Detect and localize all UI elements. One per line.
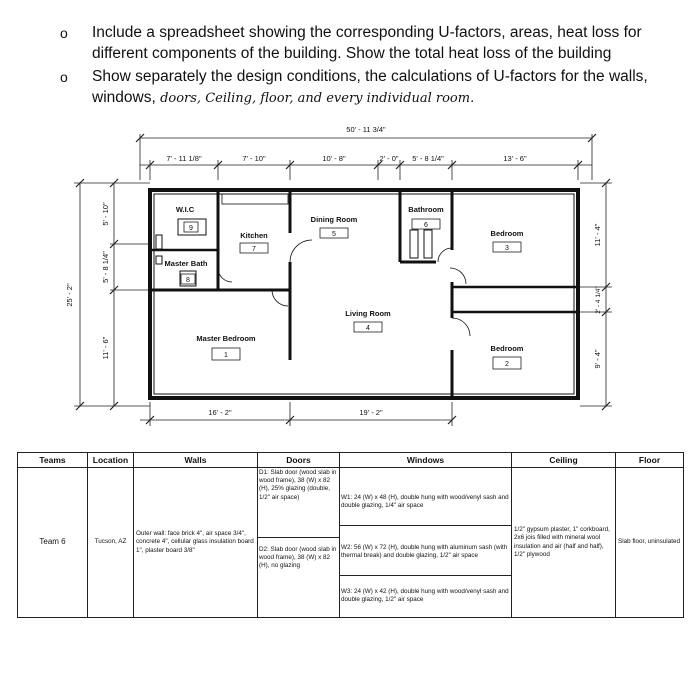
dim-left: 5' - 8 1/4" [101, 251, 110, 283]
col-header: Doors [258, 453, 340, 468]
walls-cell: Outer wall: face brick 4", air space 3/4", concrete 4", cellular glass insulation board 1", plaster board 3/8" [134, 468, 258, 618]
col-header: Location [88, 453, 134, 468]
dim-top: 7' - 10" [242, 154, 266, 163]
dim-left: 5' - 10" [101, 202, 110, 226]
room-number: 6 [424, 222, 428, 229]
location-cell: Tucson, AZ [88, 468, 134, 618]
window-w2: W2: 56 (W) x 72 (H), double hung with aluminum sash (with thermal break) and double glazing, 1/2" air space [340, 526, 511, 576]
instructions [60, 22, 690, 111]
dim-top: 10' - 8" [322, 154, 346, 163]
instruction-text: Include a spreadsheet showing the corresponding U-factors, areas, heat loss for different components of the building. Show the total heat loss of the building [92, 24, 642, 62]
room-number-boxes [181, 219, 521, 369]
instruction-bullet [60, 22, 690, 64]
window-w3: W3: 24 (W) x 42 (H), double hung with wood/venyl sash and double glazing, 1/2" air space [341, 588, 509, 604]
dimension-lines [74, 134, 612, 426]
room-number: 2 [505, 361, 509, 368]
dim-top: 2' - 0" [379, 154, 399, 163]
room-label: Bathroom [408, 205, 444, 214]
dim-top: 5' - 8 1/4" [412, 154, 444, 163]
table-header-row [18, 453, 684, 468]
dim-overall-width: 50' - 11 3/4" [346, 125, 386, 134]
dim-bottom: 16' - 2" [208, 408, 232, 417]
dim-bottom: 19' - 2" [359, 408, 383, 417]
door-d2: D2: Slab door (wood slab in wood frame), 38 (W) x 82 (H), no glazing [259, 546, 337, 570]
col-header: Floor [616, 453, 684, 468]
room-number: 7 [252, 246, 256, 253]
dim-top: 13' - 6" [503, 154, 527, 163]
instruction-bullet [60, 66, 690, 109]
floor-cell: Slab floor, uninsulated [616, 468, 684, 618]
dim-right: 2' - 4 1/4" [595, 286, 602, 314]
dim-left: 11' - 6" [101, 336, 110, 360]
spec-table [17, 452, 684, 618]
table-row [18, 468, 684, 618]
dim-right: 11' - 4" [593, 223, 602, 247]
doors-cell [258, 468, 340, 618]
bullet-circle-icon: o [60, 25, 68, 41]
col-header: Windows [340, 453, 512, 468]
room-number: 8 [186, 277, 190, 284]
col-header: Teams [18, 453, 88, 468]
room-label: Living Room [345, 309, 391, 318]
room-label: W.I.C [175, 205, 195, 214]
instruction-text: Show separately the design conditions, the calculations of U-factors for the walls, windows, [92, 68, 648, 106]
bullet-circle-icon: o [60, 69, 68, 85]
room-label: Bedroom [490, 229, 524, 238]
window-w1: W1: 24 (W) x 48 (H), double hung with wood/venyl sash and double glazing, 1/4" air space [340, 468, 511, 526]
col-header: Ceiling [512, 453, 616, 468]
room-number: 4 [366, 325, 370, 332]
door-d1: D1: Slab door (wood slab in wood frame), 38 (W) x 82 (H), 25% glazing (double, 1/2" air space) [258, 468, 339, 538]
room-label: Master Bedroom [196, 334, 256, 343]
room-number: 1 [224, 352, 228, 359]
room-label: Bedroom [490, 344, 524, 353]
room-number: 3 [505, 245, 509, 252]
dimension-ticks [76, 134, 610, 424]
dim-top: 7' - 11 1/8" [166, 154, 202, 163]
room-label: Dining Room [310, 215, 358, 224]
floor-plan [0, 118, 700, 448]
dim-left-overall: 25' - 2" [65, 283, 74, 307]
room-number: 9 [189, 225, 193, 232]
room-label: Kitchen [240, 231, 268, 240]
ceiling-cell: 1/2" gypsum plaster, 1" corkboard, 2x6 jois filled with mineral wool insulation and air (half and half), 1/2" plywood [512, 468, 616, 618]
room-number: 5 [332, 231, 336, 238]
windows-cell [340, 468, 512, 618]
dim-right: 9' - 4" [593, 349, 602, 369]
col-header: Walls [134, 453, 258, 468]
room-label: Master Bath [164, 259, 208, 268]
handwritten-note: doors, Ceiling, floor, and every individual room. [160, 91, 475, 106]
team-cell: Team 6 [18, 468, 88, 618]
